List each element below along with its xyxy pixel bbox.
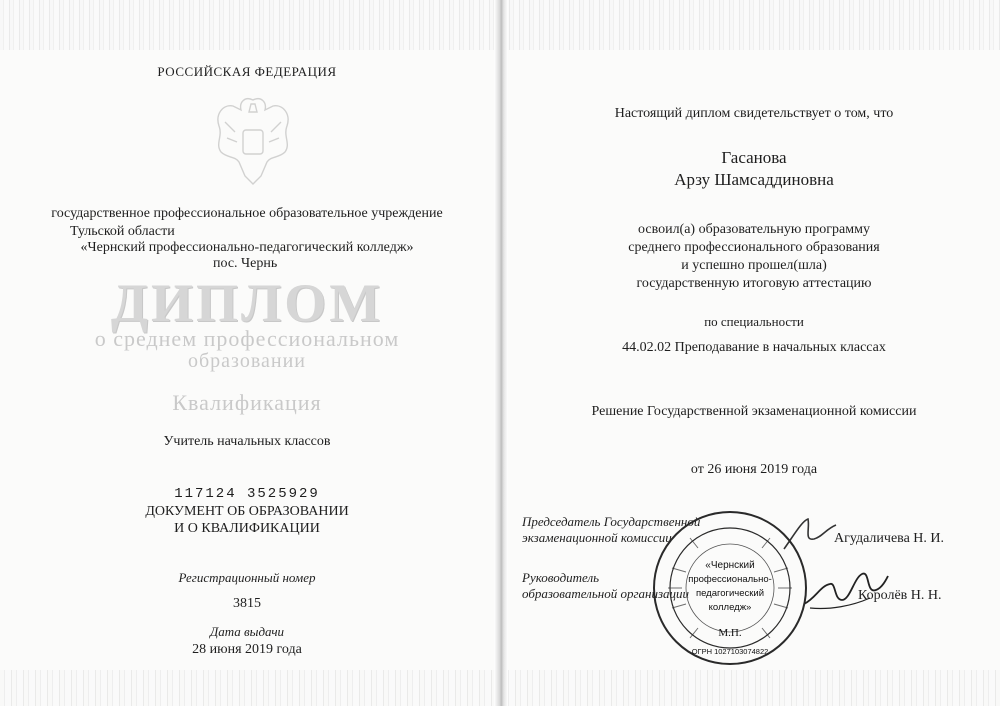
institution-line-3: «Чернский профессионально-педагогический колледж» — [80, 240, 414, 255]
issue-date-label: Дата выдачи — [209, 624, 285, 639]
intro-statement: Настоящий диплом свидетельствует о том, что — [614, 106, 894, 121]
left-page — [0, 0, 494, 706]
seal-line-4: колледж» — [708, 602, 752, 613]
page-fold — [494, 0, 508, 706]
head-name: Королёв Н. Н. — [858, 588, 942, 603]
qualification-heading: Квалификация — [172, 390, 322, 415]
decision-label: Решение Государственной экзаменационной комиссии — [591, 404, 917, 419]
chair-name: Агудаличева Н. И. — [834, 531, 945, 546]
completion-line-2: среднего профессионального образования — [628, 240, 880, 255]
head-label-line-2: образовательной организации — [522, 586, 690, 601]
decision-date: от 26 июня 2019 года — [690, 462, 818, 477]
issue-date-value: 28 июня 2019 года — [192, 642, 302, 657]
official-seal-icon — [650, 508, 810, 668]
institution-line-1: государственное профессиональное образовательное учреждение — [51, 206, 443, 221]
completion-line-1: освоил(а) образовательную программу — [638, 222, 870, 237]
document-subtitle-line-2: образовании — [187, 350, 306, 372]
institution-line-2: Тульской области — [70, 224, 175, 239]
head-signature-icon — [800, 560, 890, 620]
institution-line-4: пос. Чернь — [213, 256, 278, 271]
country-label: РОССИЙСКАЯ ФЕДЕРАЦИЯ — [157, 64, 337, 79]
serial-number: 117124 3525929 — [174, 486, 320, 502]
registration-number-value: 3815 — [233, 596, 261, 611]
coat-of-arms-emblem-icon — [205, 92, 301, 192]
document-title: ДИПЛОМ — [110, 273, 384, 333]
specialty-value: 44.02.02 Преподавание в начальных классах — [622, 340, 886, 355]
chair-label-line-2: экзаменационной комиссии — [522, 530, 672, 545]
registration-number-label: Регистрационный номер — [178, 570, 316, 585]
graduate-given-names: Арзу Шамсаддиновна — [674, 170, 834, 189]
specialty-label: по специальности — [704, 314, 804, 329]
seal-ogrn: ОГРН 1027103074822 — [691, 647, 769, 656]
document-subtitle-line-1: о среднем профессиональном — [94, 326, 400, 351]
seal-line-3: педагогический — [695, 588, 765, 599]
seal-line-1: «Чернский — [705, 560, 755, 571]
document-type-line-2: И О КВАЛИФИКАЦИИ — [174, 521, 320, 536]
qualification-value: Учитель начальных классов — [163, 434, 331, 449]
completion-line-3: и успешно прошел(шла) — [681, 258, 827, 273]
head-label-line-1: Руководитель — [522, 570, 600, 585]
completion-line-4: государственную итоговую аттестацию — [636, 276, 872, 291]
seal-mark: М.П. — [718, 627, 742, 639]
document-type-line-1: ДОКУМЕНТ ОБ ОБРАЗОВАНИИ — [145, 504, 349, 519]
graduate-surname: Гасанова — [721, 148, 787, 167]
chair-label-line-1: Председатель Государственной — [522, 514, 701, 529]
seal-line-2: профессионально- — [688, 574, 772, 585]
